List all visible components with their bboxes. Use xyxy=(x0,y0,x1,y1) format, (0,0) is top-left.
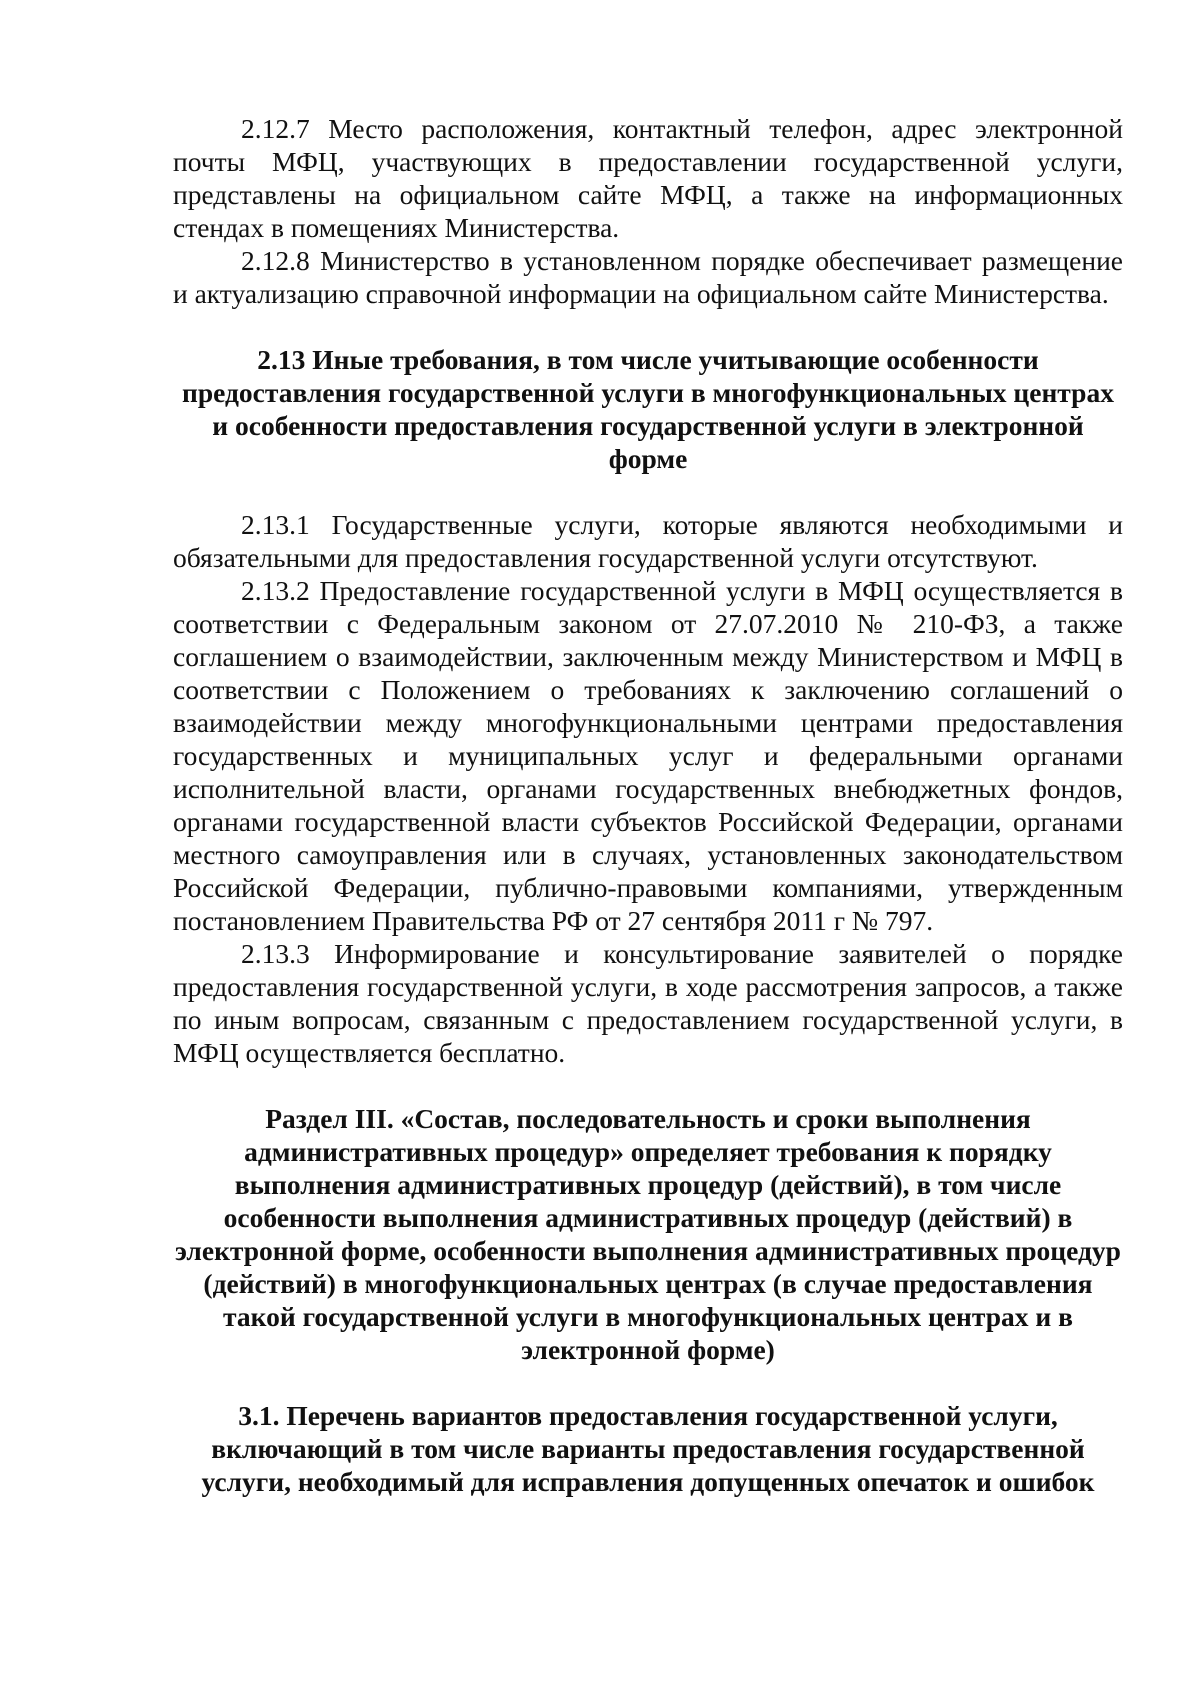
paragraph-2-13-1: 2.13.1 Государственные услуги, которые являются необходимыми и обязательными для предоставления государственной услуги отсутствуют. xyxy=(173,509,1123,573)
heading-section-3: Раздел III. «Состав, последовательность и сроки выполнения административных процедур» определяет требования к порядку выполнения административных процедур (действий), в том числе особенности выполнения административных процедур (действий) в электронной форме, особенности выполнения административных процедур (действий) в многофункциональных центрах (в случае предоставления такой государственной услуги в многофункциональных центрах и в электронной форме) xyxy=(175,1103,1121,1365)
paragraph-2-13-3: 2.13.3 Информирование и консультирование заявителей о порядке предоставления государственной услуги, в ходе рассмотрения запросов, а также по иным вопросам, связанным с предоставлением государственной услуги, в МФЦ осуществляется бесплатно. xyxy=(173,938,1123,1068)
heading-3-1: 3.1. Перечень вариантов предоставления государственной услуги, включающий в том числе варианты предоставления государственной услуги, необходимый для исправления допущенных опечаток и ошибок xyxy=(201,1400,1095,1497)
heading-2-13: 2.13 Иные требования, в том числе учитывающие особенности предоставления государственной услуги в многофункциональных центрах и особенности предоставления государственной услуги в электронной форме xyxy=(182,344,1114,474)
document-page xyxy=(173,112,1123,1498)
paragraph-2-13-2: 2.13.2 Предоставление государственной услуги в МФЦ осуществляется в соответствии с Федеральным законом от 27.07.2010 № 210-ФЗ, а также соглашением о взаимодействии, заключенным между Министерством и МФЦ в соответствии с Положением о требованиях к заключению соглашений о взаимодействии между многофункциональными центрами предоставления государственных и муниципальных услуг и федеральными органами исполнительной власти, органами государственных внебюджетных фондов, органами государственной власти субъектов Российской Федерации, органами местного самоуправления или в случаях, установленных законодательством Российской Федерации, публично-правовыми компаниями, утвержденным постановлением Правительства РФ от 27 сентября 2011 г № 797. xyxy=(173,575,1123,936)
paragraph-2-12-7: 2.12.7 Место расположения, контактный телефон, адрес электронной почты МФЦ, участвующих в предоставлении государственной услуги, представлены на официальном сайте МФЦ, а также на информационных стендах в помещениях Министерства. xyxy=(173,113,1123,243)
paragraph-2-12-8: 2.12.8 Министерство в установленном порядке обеспечивает размещение и актуализацию справочной информации на официальном сайте Министерства. xyxy=(173,245,1123,309)
